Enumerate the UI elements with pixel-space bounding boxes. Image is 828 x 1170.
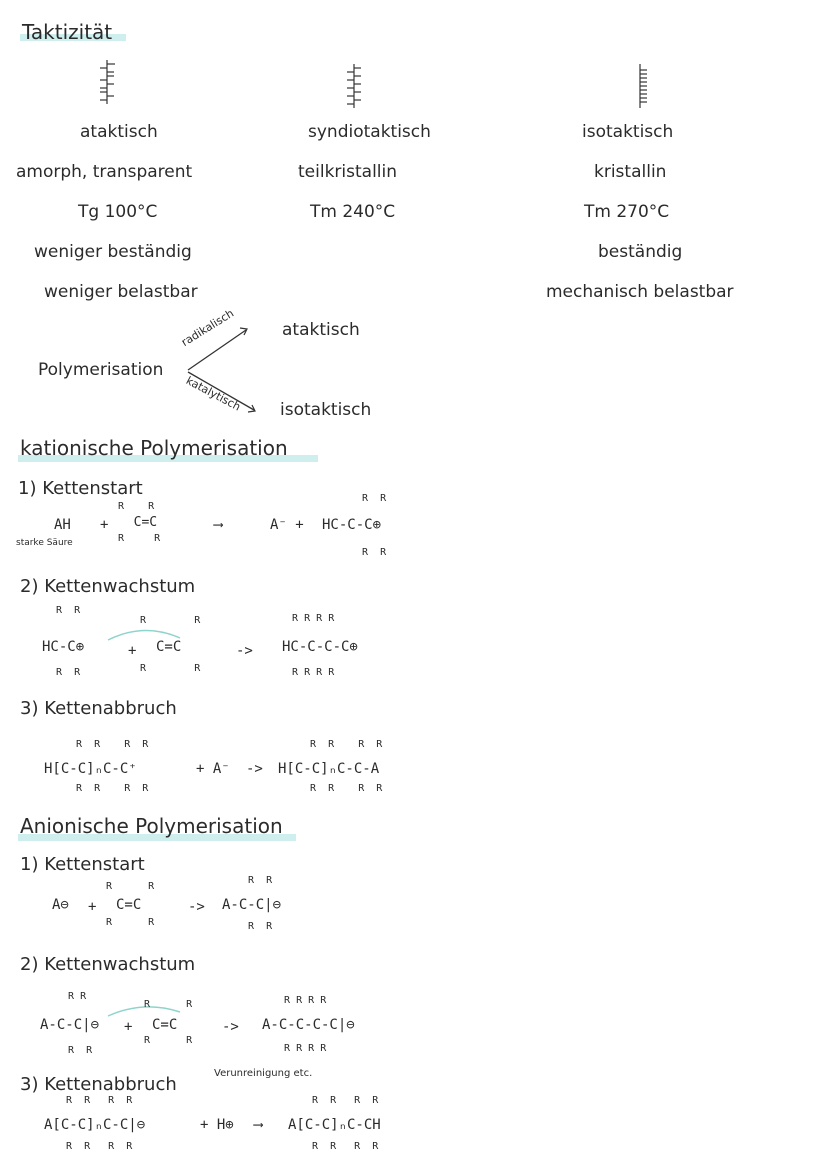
- ataktisch-property: weniger belastbar: [44, 282, 198, 302]
- branch-label-radikalisch: radikalisch: [179, 306, 237, 349]
- an-step2-label: 2) Kettenwachstum: [20, 954, 196, 975]
- plus-sign: +: [124, 1019, 133, 1035]
- polymerisation-label: Polymerisation: [38, 360, 164, 380]
- substituent-r: R R R R: [292, 667, 335, 678]
- substituent-r: R R: [248, 875, 273, 886]
- an-growth-arrow: ->: [222, 1019, 239, 1035]
- substituent-r: R R: [140, 615, 201, 626]
- column-name-syndiotaktisch: syndiotaktisch: [308, 122, 431, 142]
- kat-growth-arrow: ->: [236, 643, 253, 659]
- section-title-kationisch: kationische Polymerisation: [20, 436, 288, 460]
- ataktisch-property: Tg 100°C: [78, 202, 158, 222]
- branch-result-isotaktisch: isotaktisch: [280, 400, 372, 420]
- substituent-r: R R: [56, 605, 81, 616]
- substituent-r: R R: [362, 493, 387, 504]
- an-reactant: A⊖: [52, 897, 69, 913]
- plus-sign: +: [128, 643, 137, 659]
- kat-growth-rhs: HC-C-C-C⊕: [282, 639, 358, 655]
- substituent-r: R R R R: [66, 1095, 133, 1106]
- kat-termination-arrow: ->: [246, 761, 263, 777]
- substituent-r: R R: [56, 667, 81, 678]
- kat-step3-label: 3) Kettenabbruch: [20, 698, 177, 719]
- isotaktisch-chain-icon: [632, 62, 662, 110]
- an-step1-label: 1) Kettenstart: [20, 854, 145, 875]
- isotaktisch-property: kristallin: [594, 162, 667, 182]
- substituent-r: R R R R: [312, 1141, 379, 1152]
- branch-label-katalytisch: katalytisch: [183, 374, 243, 414]
- isotaktisch-property: Tm 270°C: [584, 202, 670, 222]
- syndiotaktisch-property: Tm 240°C: [310, 202, 396, 222]
- column-name-ataktisch: ataktisch: [80, 122, 158, 142]
- substituent-r: R R R R: [76, 783, 149, 794]
- kat-note-acid: starke Säure: [16, 538, 73, 548]
- an-arrow: ->: [188, 899, 205, 915]
- substituent-r: R R: [248, 921, 273, 932]
- an-growth-monomer: C=C: [152, 1017, 178, 1033]
- substituent-r: R R: [144, 999, 193, 1010]
- kat-monomer: R R C=C R R: [118, 501, 161, 545]
- syndiotaktisch-property: teilkristallin: [298, 162, 398, 182]
- an-growth-lhs: A-C-C|⊖: [40, 1017, 100, 1033]
- substituent-r: R R: [68, 991, 87, 1002]
- substituent-r: R R R R: [284, 995, 327, 1006]
- an-note-impurity: Verunreinigung etc.: [214, 1068, 313, 1079]
- substituent-r: R R R R: [312, 1095, 379, 1106]
- kat-step1-label: 1) Kettenstart: [18, 478, 143, 499]
- branch-result-ataktisch: ataktisch: [282, 320, 360, 340]
- substituent-r: R R R R: [76, 739, 149, 750]
- substituent-r: R R R R: [66, 1141, 133, 1152]
- substituent-r: R R: [144, 1035, 193, 1046]
- column-name-isotaktisch: isotaktisch: [582, 122, 674, 142]
- kat-termination-reagent: + A⁻: [196, 761, 230, 777]
- substituent-r: R R: [140, 663, 201, 674]
- substituent-r: R R R R: [292, 613, 335, 624]
- isotaktisch-property: mechanisch belastbar: [546, 282, 734, 302]
- kat-growth-lhs: HC-C⊕: [42, 639, 85, 655]
- ataktisch-chain-icon: [95, 58, 125, 106]
- an-monomer: C=C: [116, 897, 142, 913]
- syndiotaktisch-chain-icon: [340, 62, 370, 110]
- section-title-anionisch: Anionische Polymerisation: [20, 814, 283, 838]
- kat-termination-rhs: H[C-C]ₙC-C-A: [278, 761, 380, 777]
- kat-step2-label: 2) Kettenwachstum: [20, 576, 196, 597]
- substituent-r: R R: [68, 1045, 93, 1056]
- substituent-r: R R: [362, 547, 387, 558]
- substituent-r: R R: [106, 881, 155, 892]
- an-growth-rhs: A-C-C-C-C|⊖: [262, 1017, 355, 1033]
- plus-sign: +: [100, 517, 109, 533]
- an-termination-reagent: + H⊕: [200, 1117, 234, 1133]
- isotaktisch-property: beständig: [598, 242, 683, 262]
- an-termination-lhs: A[C-C]ₙC-C|⊖: [44, 1117, 146, 1133]
- kat-termination-lhs: H[C-C]ₙC-C⁺: [44, 761, 137, 777]
- an-termination-rhs: A[C-C]ₙC-CH: [288, 1117, 381, 1133]
- ataktisch-property: amorph, transparent: [16, 162, 193, 182]
- kat-arrow: ⟶: [214, 517, 223, 533]
- an-termination-arrow: ⟶: [254, 1117, 263, 1133]
- substituent-r: R R R R: [310, 783, 383, 794]
- plus-sign: +: [88, 899, 97, 915]
- kat-growth-monomer: C=C: [156, 639, 182, 655]
- substituent-r: R R: [106, 917, 155, 928]
- substituent-r: R R R R: [284, 1043, 327, 1054]
- ataktisch-property: weniger beständig: [34, 242, 192, 262]
- an-step3-label: 3) Kettenabbruch: [20, 1074, 177, 1095]
- kat-product-b: HC-C-C⊕: [322, 517, 382, 533]
- an-rhs: A-C-C|⊖: [222, 897, 282, 913]
- substituent-r: R R R R: [310, 739, 383, 750]
- kat-reactant: AH: [54, 517, 71, 533]
- page-title: Taktizität: [22, 20, 113, 44]
- kat-product-a: A⁻ +: [270, 517, 304, 533]
